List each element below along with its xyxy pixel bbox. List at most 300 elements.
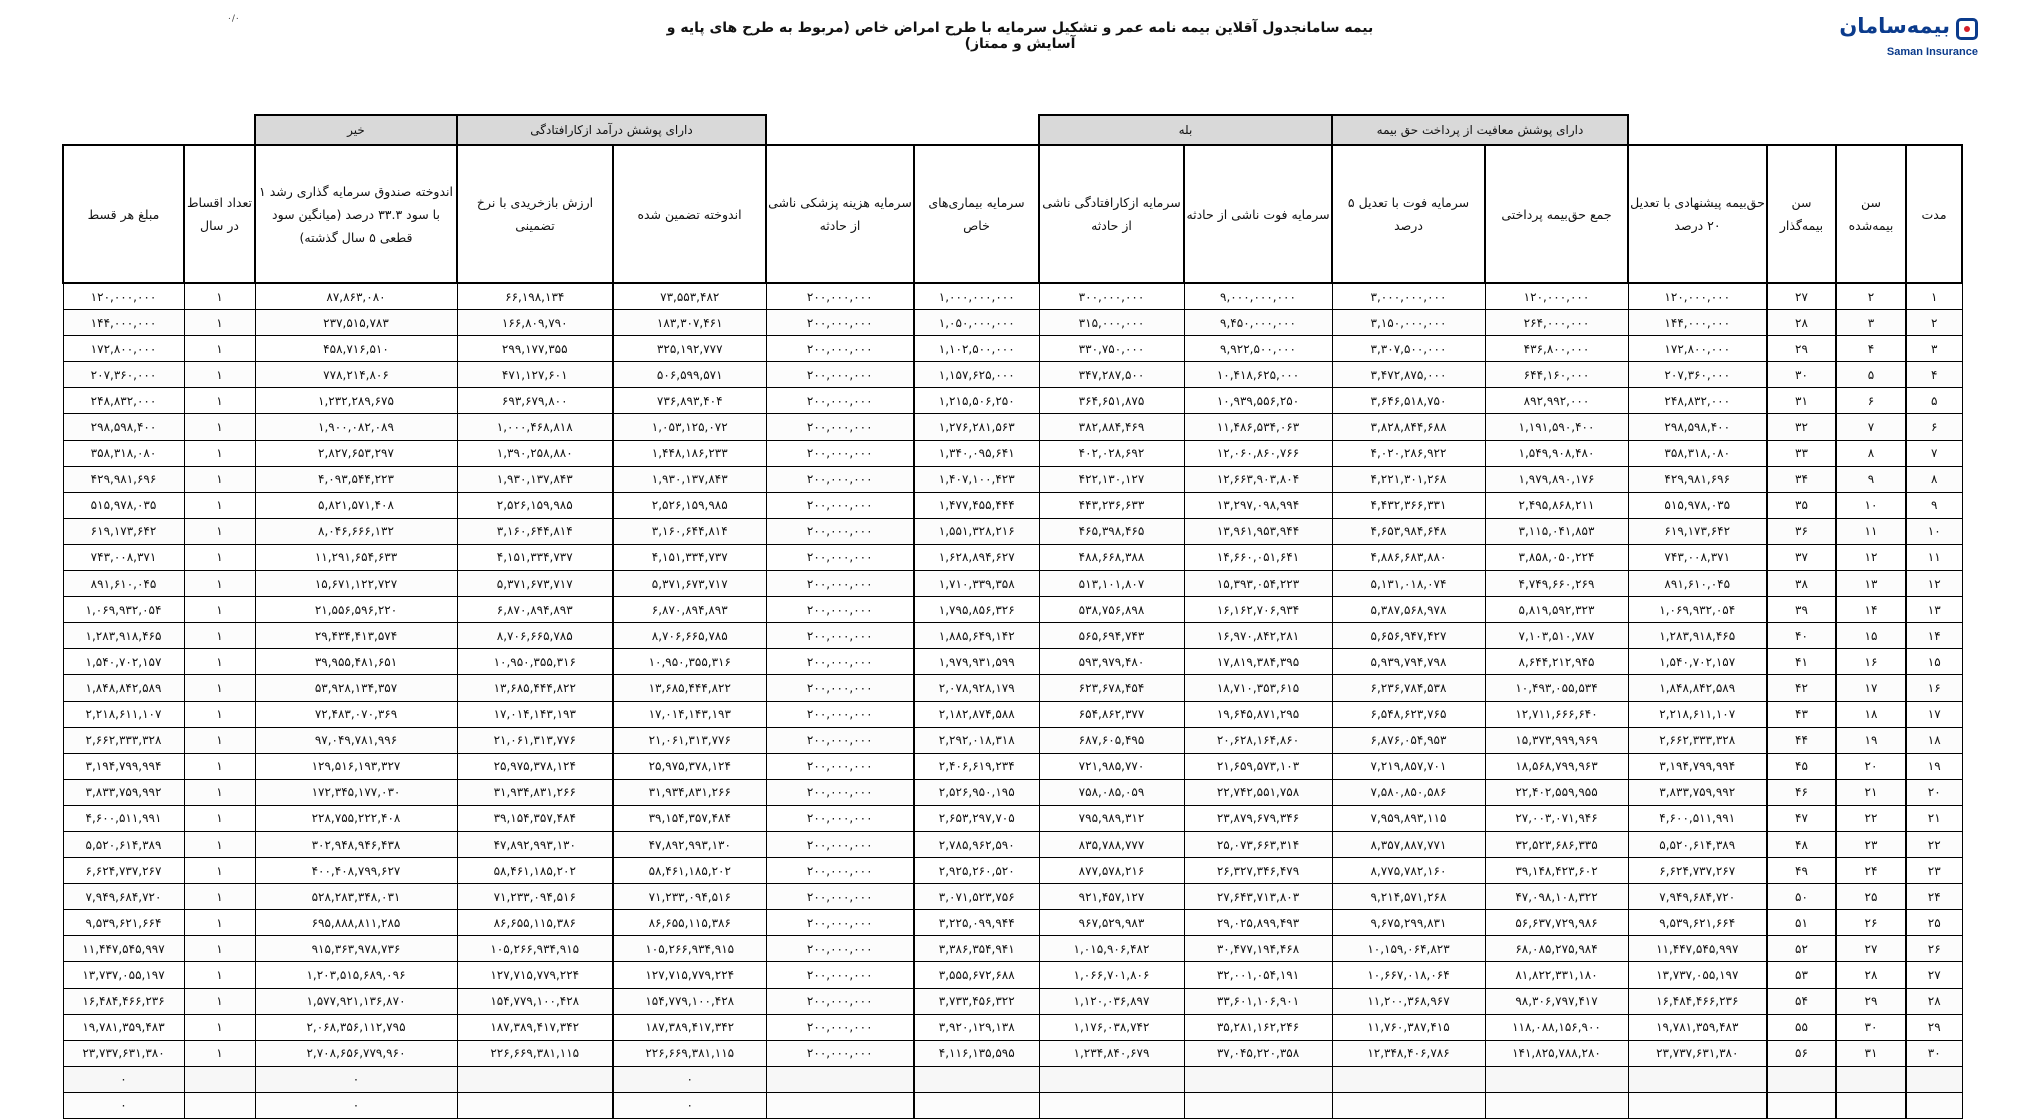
- table-cell: ۵۳: [1767, 962, 1836, 988]
- table-cell: ۲۷: [1836, 936, 1906, 962]
- column-header: سن بیمه‌شده: [1836, 145, 1906, 283]
- table-cell: ۱: [184, 988, 255, 1014]
- table-cell: ۱,۱۰۲,۵۰۰,۰۰۰: [914, 336, 1039, 362]
- table-cell: ۳,۱۹۴,۷۹۹,۹۹۴: [1628, 753, 1767, 779]
- table-cell: ۲۰۰,۰۰۰,۰۰۰: [766, 753, 914, 779]
- table-cell: ۲۰: [1836, 753, 1906, 779]
- table-cell: ۴۳: [1767, 701, 1836, 727]
- table-cell: ۴: [1836, 336, 1906, 362]
- table-cell: ۱: [184, 310, 255, 336]
- table-cell: ۸,۶۴۴,۲۱۲,۹۴۵: [1485, 649, 1628, 675]
- table-cell: ۱,۰۵۳,۱۲۵,۰۷۲: [613, 414, 766, 440]
- table-cell: ۱: [184, 518, 255, 544]
- table-cell: ۱,۱۵۷,۶۲۵,۰۰۰: [914, 362, 1039, 388]
- table-cell: ۲۹۸,۵۹۸,۴۰۰: [63, 414, 184, 440]
- table-cell: ۴۲۹,۹۸۱,۶۹۶: [1628, 466, 1767, 492]
- table-cell: ۲۰۰,۰۰۰,۰۰۰: [766, 910, 914, 936]
- table-cell: ۱: [184, 831, 255, 857]
- table-cell: ۷,۵۸۰,۸۵۰,۵۸۶: [1332, 779, 1485, 805]
- table-cell: ۳,۰۷۱,۵۲۳,۷۵۶: [914, 884, 1039, 910]
- income-coverage-value: خیر: [255, 115, 457, 145]
- table-cell: ۲۵: [1836, 884, 1906, 910]
- table-cell: ۱,۵۴۹,۹۰۸,۴۸۰: [1485, 440, 1628, 466]
- table-cell: ۵۱۳,۱۰۱,۸۰۷: [1039, 571, 1184, 597]
- table-cell: ۱۲۰,۰۰۰,۰۰۰: [63, 283, 184, 310]
- table-cell: ۲۹,۰۲۵,۸۹۹,۴۹۳: [1184, 910, 1332, 936]
- table-cell: ۲۵,۰۷۳,۶۶۳,۳۱۴: [1184, 831, 1332, 857]
- table-cell: ۱۹,۷۸۱,۳۵۹,۴۸۳: [1628, 1014, 1767, 1040]
- table-cell: ۹,۶۷۵,۲۹۹,۸۳۱: [1332, 910, 1485, 936]
- table-cell: ۱۰,۱۵۹,۰۶۴,۸۲۳: [1332, 936, 1485, 962]
- column-header-row: [63, 145, 1962, 283]
- table-cell: ۳۵۸,۳۱۸,۰۸۰: [1628, 440, 1767, 466]
- table-cell: [1628, 1066, 1767, 1092]
- saman-insurance-logo: [1839, 14, 1978, 60]
- table-cell: ۳,۳۸۶,۳۵۴,۹۴۱: [914, 936, 1039, 962]
- table-cell: ۱۳,۶۸۵,۴۴۴,۸۲۲: [457, 675, 613, 701]
- table-cell: ۵,۱۳۱,۰۱۸,۰۷۴: [1332, 571, 1485, 597]
- table-cell: ۱,۳۴۰,۰۹۵,۶۴۱: [914, 440, 1039, 466]
- table-cell: ۱۳,۷۳۷,۰۵۵,۱۹۷: [1628, 962, 1767, 988]
- table-cell: ۱: [1906, 283, 1962, 310]
- table-cell: ۲۳: [1906, 858, 1962, 884]
- table-cell: ۷۷۸,۲۱۴,۸۰۶: [255, 362, 457, 388]
- table-cell: ۱: [184, 675, 255, 701]
- table-cell: ۲۴۸,۸۳۲,۰۰۰: [63, 388, 184, 414]
- table-cell: ۱۲۷,۷۱۵,۷۷۹,۲۲۴: [613, 962, 766, 988]
- logo-text-en: Saman Insurance: [1886, 46, 1978, 58]
- table-cell: ۷۳,۵۵۳,۴۸۲: [613, 283, 766, 310]
- table-cell: ۱: [184, 623, 255, 649]
- table-cell: ۲۷: [1767, 283, 1836, 310]
- table-cell: ۲,۱۸۲,۸۷۴,۵۸۸: [914, 701, 1039, 727]
- table-cell: ۴,۸۸۶,۶۸۳,۸۸۰: [1332, 544, 1485, 570]
- table-cell: ۵۱: [1767, 910, 1836, 936]
- table-cell: ۱: [184, 910, 255, 936]
- table-cell: ۴,۰۲۰,۲۸۶,۹۲۲: [1332, 440, 1485, 466]
- table-cell: ۱۵: [1906, 649, 1962, 675]
- table-cell: ۳,۸۲۸,۸۴۴,۶۸۸: [1332, 414, 1485, 440]
- table-cell: ۱۴,۶۶۰,۰۵۱,۶۴۱: [1184, 544, 1332, 570]
- table-row: [63, 571, 1962, 597]
- table-cell: ۱,۲۰۳,۵۱۵,۶۸۹,۰۹۶: [255, 962, 457, 988]
- table-cell: ۱,۸۴۸,۸۴۲,۵۸۹: [1628, 675, 1767, 701]
- table-cell: [1836, 1066, 1906, 1092]
- table-cell: ۹: [1906, 492, 1962, 518]
- table-cell: ۵۲: [1767, 936, 1836, 962]
- table-cell: ۸۶,۶۵۵,۱۱۵,۳۸۶: [613, 910, 766, 936]
- waiver-coverage-value: بله: [1039, 115, 1332, 145]
- table-cell: ۱,۴۷۷,۴۵۵,۴۴۴: [914, 492, 1039, 518]
- table-cell: [457, 1066, 613, 1092]
- table-cell: ۱۵,۶۷۱,۱۲۲,۷۲۷: [255, 571, 457, 597]
- table-cell: ۵۱۵,۹۷۸,۰۳۵: [63, 492, 184, 518]
- table-cell: [914, 1092, 1039, 1118]
- table-cell: ۱,۰۰۰,۴۶۸,۸۱۸: [457, 414, 613, 440]
- table-cell: ۱,۱۷۶,۰۳۸,۷۴۲: [1039, 1014, 1184, 1040]
- table-cell: [914, 1066, 1039, 1092]
- table-cell: ۳,۱۵۰,۰۰۰,۰۰۰: [1332, 310, 1485, 336]
- table-cell: [766, 1092, 914, 1118]
- table-cell: ۱,۲۷۶,۲۸۱,۵۶۳: [914, 414, 1039, 440]
- table-cell: ۲,۵۲۶,۱۵۹,۹۸۵: [613, 492, 766, 518]
- table-cell: ۰: [613, 1066, 766, 1092]
- table-cell: ۱۶,۴۸۴,۴۶۶,۲۳۶: [63, 988, 184, 1014]
- waiver-coverage-label: دارای پوشش معافیت از پرداخت حق بیمه: [1332, 115, 1628, 145]
- table-cell: ۰: [63, 1066, 184, 1092]
- table-cell: ۳۱: [1767, 388, 1836, 414]
- table-cell: ۲,۶۵۳,۲۹۷,۷۰۵: [914, 805, 1039, 831]
- table-cell: ۲۰۷,۳۶۰,۰۰۰: [63, 362, 184, 388]
- table-cell: ۱۲۰,۰۰۰,۰۰۰: [1485, 283, 1628, 310]
- table-cell: ۳۲: [1767, 414, 1836, 440]
- table-cell: ۴۲: [1767, 675, 1836, 701]
- table-cell: ۳۰۲,۹۴۸,۹۴۶,۴۳۸: [255, 831, 457, 857]
- table-cell: ۱,۲۸۳,۹۱۸,۴۶۵: [63, 623, 184, 649]
- table-cell: [1039, 1066, 1184, 1092]
- table-cell: [1332, 1066, 1485, 1092]
- policy-table: [62, 114, 1963, 1119]
- table-cell: ۲۲۶,۶۶۹,۳۸۱,۱۱۵: [457, 1040, 613, 1066]
- table-cell: ۲۸: [1836, 962, 1906, 988]
- table-cell: ۲۰۰,۰۰۰,۰۰۰: [766, 649, 914, 675]
- table-cell: ۲۱,۰۶۱,۳۱۳,۷۷۶: [457, 727, 613, 753]
- table-cell: ۱۵۴,۷۷۹,۱۰۰,۴۲۸: [457, 988, 613, 1014]
- table-cell: ۹,۵۳۹,۶۲۱,۶۶۴: [1628, 910, 1767, 936]
- table-cell: ۲: [1836, 283, 1906, 310]
- column-header: سرمایه فوت با تعدیل ۵ درصد: [1332, 145, 1485, 283]
- table-cell: ۱۲,۷۱۱,۶۶۶,۶۴۰: [1485, 701, 1628, 727]
- column-header: اندوخته تضمین شده: [613, 145, 766, 283]
- table-cell: ۶۸۷,۶۰۵,۴۹۵: [1039, 727, 1184, 753]
- table-cell: [184, 1066, 255, 1092]
- table-cell: ۱۸۳,۳۰۷,۴۶۱: [613, 310, 766, 336]
- table-cell: ۱,۰۰۰,۰۰۰,۰۰۰: [914, 283, 1039, 310]
- table-cell: ۶۴۴,۱۶۰,۰۰۰: [1485, 362, 1628, 388]
- table-cell: ۸۹۲,۹۹۲,۰۰۰: [1485, 388, 1628, 414]
- table-cell: ۱۴۱,۸۲۵,۷۸۸,۲۸۰: [1485, 1040, 1628, 1066]
- table-cell: ۲۳,۷۳۷,۶۳۱,۳۸۰: [1628, 1040, 1767, 1066]
- table-cell: ۲,۹۲۵,۲۶۰,۵۲۰: [914, 858, 1039, 884]
- table-cell: ۲۲۸,۷۵۵,۲۲۲,۴۰۸: [255, 805, 457, 831]
- table-cell: ۱۷۲,۳۴۵,۱۷۷,۰۳۰: [255, 779, 457, 805]
- table-cell: ۱۱,۴۴۷,۵۴۵,۹۹۷: [1628, 936, 1767, 962]
- table-cell: ۱۱۸,۰۸۸,۱۵۶,۹۰۰: [1485, 1014, 1628, 1040]
- table-cell: ۲۶۴,۰۰۰,۰۰۰: [1485, 310, 1628, 336]
- table-cell: ۸,۳۵۷,۸۸۷,۷۷۱: [1332, 831, 1485, 857]
- table-cell: ۲,۰۷۸,۹۲۸,۱۷۹: [914, 675, 1039, 701]
- table-cell: ۱۸,۵۶۸,۷۹۹,۹۶۳: [1485, 753, 1628, 779]
- table-cell: ۱۲,۳۴۸,۴۰۶,۷۸۶: [1332, 1040, 1485, 1066]
- table-cell: ۳۴۷,۲۸۷,۵۰۰: [1039, 362, 1184, 388]
- table-row: [63, 336, 1962, 362]
- table-row: [63, 492, 1962, 518]
- table-cell: ۱۸۷,۳۸۹,۴۱۷,۳۴۲: [457, 1014, 613, 1040]
- table-cell: ۳۰: [1767, 362, 1836, 388]
- table-cell: ۲۴۸,۸۳۲,۰۰۰: [1628, 388, 1767, 414]
- table-cell: ۵,۵۲۰,۶۱۴,۳۸۹: [63, 831, 184, 857]
- table-cell: ۹,۲۱۴,۵۷۱,۲۶۸: [1332, 884, 1485, 910]
- table-cell: ۳,۵۵۵,۶۷۲,۶۸۸: [914, 962, 1039, 988]
- table-cell: ۱,۲۸۳,۹۱۸,۴۶۵: [1628, 623, 1767, 649]
- table-cell: ۸,۷۰۶,۶۶۵,۷۸۵: [613, 623, 766, 649]
- table-cell: ۲۹,۴۳۴,۴۱۳,۵۷۴: [255, 623, 457, 649]
- table-cell: ۳۳۰,۷۵۰,۰۰۰: [1039, 336, 1184, 362]
- table-cell: ۸: [1836, 440, 1906, 466]
- table-cell: ۱,۳۹۰,۲۵۸,۸۸۰: [457, 440, 613, 466]
- table-cell: ۲۸: [1767, 310, 1836, 336]
- table-cell: [1836, 1092, 1906, 1118]
- table-cell: ۲۰۰,۰۰۰,۰۰۰: [766, 701, 914, 727]
- table-cell: ۲,۵۲۶,۹۵۰,۱۹۵: [914, 779, 1039, 805]
- table-cell: ۷۲,۴۸۳,۰۷۰,۳۶۹: [255, 701, 457, 727]
- table-cell: ۳۰,۴۷۷,۱۹۴,۴۶۸: [1184, 936, 1332, 962]
- table-cell: ۴,۰۹۳,۵۴۴,۲۲۳: [255, 466, 457, 492]
- table-cell: [1767, 1092, 1836, 1118]
- table-cell: ۸,۰۴۶,۶۶۶,۱۳۲: [255, 518, 457, 544]
- table-cell: [1039, 1092, 1184, 1118]
- table-cell: ۷۱,۲۳۳,۰۹۴,۵۱۶: [613, 884, 766, 910]
- table-cell: ۱,۲۳۲,۲۸۹,۶۷۵: [255, 388, 457, 414]
- table-cell: ۱: [184, 858, 255, 884]
- table-cell: ۲,۵۲۶,۱۵۹,۹۸۵: [457, 492, 613, 518]
- table-cell: ۷: [1836, 414, 1906, 440]
- table-cell: ۲۵,۹۷۵,۳۷۸,۱۲۴: [613, 753, 766, 779]
- table-cell: ۲۰۷,۳۶۰,۰۰۰: [1628, 362, 1767, 388]
- table-cell: ۴۷۱,۱۲۷,۶۰۱: [457, 362, 613, 388]
- table-cell: ۳۱,۹۳۴,۸۳۱,۲۶۶: [457, 779, 613, 805]
- table-cell: ۲۰۰,۰۰۰,۰۰۰: [766, 336, 914, 362]
- table-cell: ۲۰۰,۰۰۰,۰۰۰: [766, 518, 914, 544]
- table-row: [63, 1066, 1962, 1092]
- table-cell: ۱: [184, 388, 255, 414]
- table-cell: ۹,۰۰۰,۰۰۰,۰۰۰: [1184, 283, 1332, 310]
- table-cell: ۲: [1906, 310, 1962, 336]
- table-cell: ۴,۶۰۰,۵۱۱,۹۹۱: [63, 805, 184, 831]
- table-cell: ۳۳: [1767, 440, 1836, 466]
- table-cell: ۳,۱۹۴,۷۹۹,۹۹۴: [63, 753, 184, 779]
- table-cell: ۱: [184, 492, 255, 518]
- table-row: [63, 283, 1962, 310]
- table-cell: ۹: [1836, 466, 1906, 492]
- table-cell: ۱۰۵,۲۶۶,۹۳۴,۹۱۵: [457, 936, 613, 962]
- table-cell: ۲۹: [1906, 1014, 1962, 1040]
- table-row: [63, 753, 1962, 779]
- table-cell: ۵۸,۴۶۱,۱۸۵,۲۰۲: [613, 858, 766, 884]
- table-row: [63, 858, 1962, 884]
- column-header: سرمایه ازکارافتادگی ناشی از حادثه: [1039, 145, 1184, 283]
- table-cell: ۱۵,۳۷۳,۹۹۹,۹۶۹: [1485, 727, 1628, 753]
- saman-logo-icon: [1956, 18, 1978, 40]
- table-row: [63, 910, 1962, 936]
- table-cell: ۱۲,۶۶۳,۹۰۳,۸۰۴: [1184, 466, 1332, 492]
- table-cell: ۷,۲۱۹,۸۵۷,۷۰۱: [1332, 753, 1485, 779]
- table-cell: ۶۱۹,۱۷۳,۶۴۲: [1628, 518, 1767, 544]
- table-cell: ۵,۶۵۶,۹۴۷,۴۲۷: [1332, 623, 1485, 649]
- table-cell: ۳۲,۰۰۱,۰۵۴,۱۹۱: [1184, 962, 1332, 988]
- table-cell: ۲۳,۸۷۹,۶۷۹,۳۴۶: [1184, 805, 1332, 831]
- table-cell: ۱,۴۰۷,۱۰۰,۴۲۳: [914, 466, 1039, 492]
- table-cell: ۱۰: [1836, 492, 1906, 518]
- table-cell: ۲۷: [1906, 962, 1962, 988]
- table-cell: ۵: [1906, 388, 1962, 414]
- table-cell: ۱,۰۶۶,۷۰۱,۸۰۶: [1039, 962, 1184, 988]
- table-cell: ۸۶,۶۵۵,۱۱۵,۳۸۶: [457, 910, 613, 936]
- table-cell: ۴۵۸,۷۱۶,۵۱۰: [255, 336, 457, 362]
- table-cell: ۱۷: [1836, 675, 1906, 701]
- table-cell: ۱۱,۲۰۰,۳۶۸,۹۶۷: [1332, 988, 1485, 1014]
- table-cell: ۱,۹۷۹,۹۳۱,۵۹۹: [914, 649, 1039, 675]
- table-cell: ۲۰۰,۰۰۰,۰۰۰: [766, 571, 914, 597]
- table-cell: [1906, 1066, 1962, 1092]
- column-header: سرمایه هزینه پزشکی ناشی از حادثه: [766, 145, 914, 283]
- table-cell: ۱۵,۳۹۳,۰۵۴,۲۲۳: [1184, 571, 1332, 597]
- table-cell: ۷۲۱,۹۸۵,۷۷۰: [1039, 753, 1184, 779]
- table-cell: ۲۱,۰۶۱,۳۱۳,۷۷۶: [613, 727, 766, 753]
- table-cell: ۱,۹۳۰,۱۳۷,۸۴۳: [457, 466, 613, 492]
- table-cell: ۵: [1836, 362, 1906, 388]
- table-cell: ۴۹: [1767, 858, 1836, 884]
- table-cell: ۸: [1906, 466, 1962, 492]
- table-cell: ۰: [255, 1092, 457, 1118]
- table-cell: ۵۸,۴۶۱,۱۸۵,۲۰۲: [457, 858, 613, 884]
- table-cell: ۶,۵۴۸,۶۲۳,۷۶۵: [1332, 701, 1485, 727]
- table-cell: ۲۰۰,۰۰۰,۰۰۰: [766, 936, 914, 962]
- table-cell: ۳,۰۰۰,۰۰۰,۰۰۰: [1332, 283, 1485, 310]
- table-cell: ۲۰۰,۰۰۰,۰۰۰: [766, 597, 914, 623]
- table-cell: ۱۶,۱۶۲,۷۰۶,۹۳۴: [1184, 597, 1332, 623]
- table-cell: ۳۱۵,۰۰۰,۰۰۰: [1039, 310, 1184, 336]
- table-cell: ۴,۲۲۱,۳۰۱,۲۶۸: [1332, 466, 1485, 492]
- table-cell: ۴,۱۵۱,۳۳۴,۷۳۷: [457, 544, 613, 570]
- table-cell: ۶,۸۷۰,۸۹۴,۸۹۳: [457, 597, 613, 623]
- table-cell: ۱: [184, 283, 255, 310]
- table-cell: ۱,۰۵۰,۰۰۰,۰۰۰: [914, 310, 1039, 336]
- table-cell: ۱,۹۳۰,۱۳۷,۸۴۳: [613, 466, 766, 492]
- table-cell: ۶۶,۱۹۸,۱۳۴: [457, 283, 613, 310]
- column-header: سرمایه بیماری‌های خاص: [914, 145, 1039, 283]
- table-cell: ۲۲,۴۰۲,۵۵۹,۹۵۵: [1485, 779, 1628, 805]
- table-cell: ۴۵: [1767, 753, 1836, 779]
- table-cell: ۲۲: [1906, 831, 1962, 857]
- table-cell: ۴,۱۵۱,۳۳۴,۷۳۷: [613, 544, 766, 570]
- table-cell: ۶۲۳,۶۷۸,۴۵۴: [1039, 675, 1184, 701]
- table-cell: ۱: [184, 466, 255, 492]
- table-cell: ۳۵: [1767, 492, 1836, 518]
- table-row: [63, 701, 1962, 727]
- table-cell: ۳۹,۹۵۵,۴۸۱,۶۵۱: [255, 649, 457, 675]
- table-cell: ۵۹۳,۹۷۹,۴۸۰: [1039, 649, 1184, 675]
- table-cell: ۲۳۷,۵۱۵,۷۸۳: [255, 310, 457, 336]
- table-cell: ۲,۷۸۵,۹۶۲,۵۹۰: [914, 831, 1039, 857]
- table-row: [63, 597, 1962, 623]
- table-cell: ۱: [184, 805, 255, 831]
- table-cell: ۱۵: [1836, 623, 1906, 649]
- table-cell: ۲۰۰,۰۰۰,۰۰۰: [766, 1040, 914, 1066]
- table-row: [63, 544, 1962, 570]
- table-cell: ۲۰۰,۰۰۰,۰۰۰: [766, 779, 914, 805]
- table-cell: ۱۴۴,۰۰۰,۰۰۰: [63, 310, 184, 336]
- table-row: [63, 440, 1962, 466]
- table-cell: ۵,۳۸۷,۵۶۸,۹۷۸: [1332, 597, 1485, 623]
- table-cell: ۱: [184, 440, 255, 466]
- column-header: جمع حق‌بیمه پرداختی: [1485, 145, 1628, 283]
- table-cell: [1767, 1066, 1836, 1092]
- table-cell: ۴۲۹,۹۸۱,۶۹۶: [63, 466, 184, 492]
- table-cell: ۱۶,۹۷۰,۸۴۲,۲۸۱: [1184, 623, 1332, 649]
- table-cell: ۳۱: [1836, 1040, 1906, 1066]
- table-cell: ۱۱: [1836, 518, 1906, 544]
- table-cell: ۴۷,۸۹۲,۹۹۳,۱۳۰: [613, 831, 766, 857]
- table-cell: ۱: [184, 936, 255, 962]
- table-cell: ۲۸: [1906, 988, 1962, 1014]
- table-cell: ۸۳۵,۷۸۸,۷۷۷: [1039, 831, 1184, 857]
- table-cell: ۱۲۹,۵۱۶,۱۹۳,۳۲۷: [255, 753, 457, 779]
- table-cell: ۴۷: [1767, 805, 1836, 831]
- table-cell: ۲۶,۳۲۷,۳۴۶,۴۷۹: [1184, 858, 1332, 884]
- table-cell: ۱۰,۴۹۳,۰۵۵,۵۳۴: [1485, 675, 1628, 701]
- table-cell: ۱,۸۸۵,۶۴۹,۱۴۲: [914, 623, 1039, 649]
- table-cell: ۴: [1906, 362, 1962, 388]
- table-cell: ۲,۷۰۸,۶۵۶,۷۷۹,۹۶۰: [255, 1040, 457, 1066]
- table-cell: ۱۵۴,۷۷۹,۱۰۰,۴۲۸: [613, 988, 766, 1014]
- table-cell: [1485, 1066, 1628, 1092]
- table-cell: ۴,۱۱۶,۱۳۵,۵۹۵: [914, 1040, 1039, 1066]
- table-cell: ۲۰۰,۰۰۰,۰۰۰: [766, 884, 914, 910]
- table-cell: ۴۰۲,۰۲۸,۶۹۲: [1039, 440, 1184, 466]
- table-cell: ۸۹۱,۶۱۰,۰۴۵: [1628, 571, 1767, 597]
- table-cell: ۱: [184, 884, 255, 910]
- table-cell: ۲۰۰,۰۰۰,۰۰۰: [766, 283, 914, 310]
- table-cell: ۷,۹۴۹,۶۸۴,۷۲۰: [63, 884, 184, 910]
- table-cell: ۵۰۶,۵۹۹,۵۷۱: [613, 362, 766, 388]
- table-cell: ۱۲,۰۶۰,۸۶۰,۷۶۶: [1184, 440, 1332, 466]
- table-cell: ۲۷,۰۰۳,۰۷۱,۹۴۶: [1485, 805, 1628, 831]
- table-cell: ۲۰۰,۰۰۰,۰۰۰: [766, 466, 914, 492]
- table-cell: ۹۶۷,۵۲۹,۹۸۳: [1039, 910, 1184, 936]
- table-cell: ۲۲: [1836, 805, 1906, 831]
- table-cell: ۳,۱۱۵,۰۴۱,۸۵۳: [1485, 518, 1628, 544]
- table-cell: ۹,۴۵۰,۰۰۰,۰۰۰: [1184, 310, 1332, 336]
- table-cell: ۵۶,۶۳۷,۷۲۹,۹۸۶: [1485, 910, 1628, 936]
- table-cell: ۷۴۳,۰۰۸,۳۷۱: [63, 544, 184, 570]
- table-cell: ۰: [613, 1092, 766, 1118]
- table-cell: ۴۰۰,۴۰۸,۷۹۹,۶۲۷: [255, 858, 457, 884]
- table-cell: ۴۸۸,۶۶۸,۳۸۸: [1039, 544, 1184, 570]
- table-cell: ۲۴: [1836, 858, 1906, 884]
- table-cell: ۱,۴۴۸,۱۸۶,۲۳۳: [613, 440, 766, 466]
- table-cell: ۵۳۸,۷۵۶,۸۹۸: [1039, 597, 1184, 623]
- table-cell: ۱,۷۹۵,۸۵۶,۳۲۶: [914, 597, 1039, 623]
- table-cell: ۳۶۴,۶۵۱,۸۷۵: [1039, 388, 1184, 414]
- table-cell: ۱۸: [1906, 727, 1962, 753]
- table-cell: ۱۰,۹۵۰,۳۵۵,۳۱۶: [457, 649, 613, 675]
- table-cell: ۱: [184, 701, 255, 727]
- table-cell: ۳۸: [1767, 571, 1836, 597]
- table-cell: ۳,۳۰۷,۵۰۰,۰۰۰: [1332, 336, 1485, 362]
- table-cell: ۷,۹۴۹,۶۸۴,۷۲۰: [1628, 884, 1767, 910]
- table-cell: ۱: [184, 362, 255, 388]
- table-cell: ۵۳,۹۲۸,۱۳۴,۳۵۷: [255, 675, 457, 701]
- table-cell: ۳۲,۵۲۳,۶۸۶,۳۳۵: [1485, 831, 1628, 857]
- table-cell: ۵,۸۲۱,۵۷۱,۴۰۸: [255, 492, 457, 518]
- table-cell: ۱,۸۴۸,۸۴۲,۵۸۹: [63, 675, 184, 701]
- table-cell: ۱۳,۷۳۷,۰۵۵,۱۹۷: [63, 962, 184, 988]
- table-cell: ۱,۹۰۰,۰۸۲,۰۸۹: [255, 414, 457, 440]
- table-cell: ۶۸,۰۸۵,۲۷۵,۹۸۴: [1485, 936, 1628, 962]
- table-cell: [1332, 1092, 1485, 1118]
- table-cell: ۹۱۵,۳۶۳,۹۷۸,۷۳۶: [255, 936, 457, 962]
